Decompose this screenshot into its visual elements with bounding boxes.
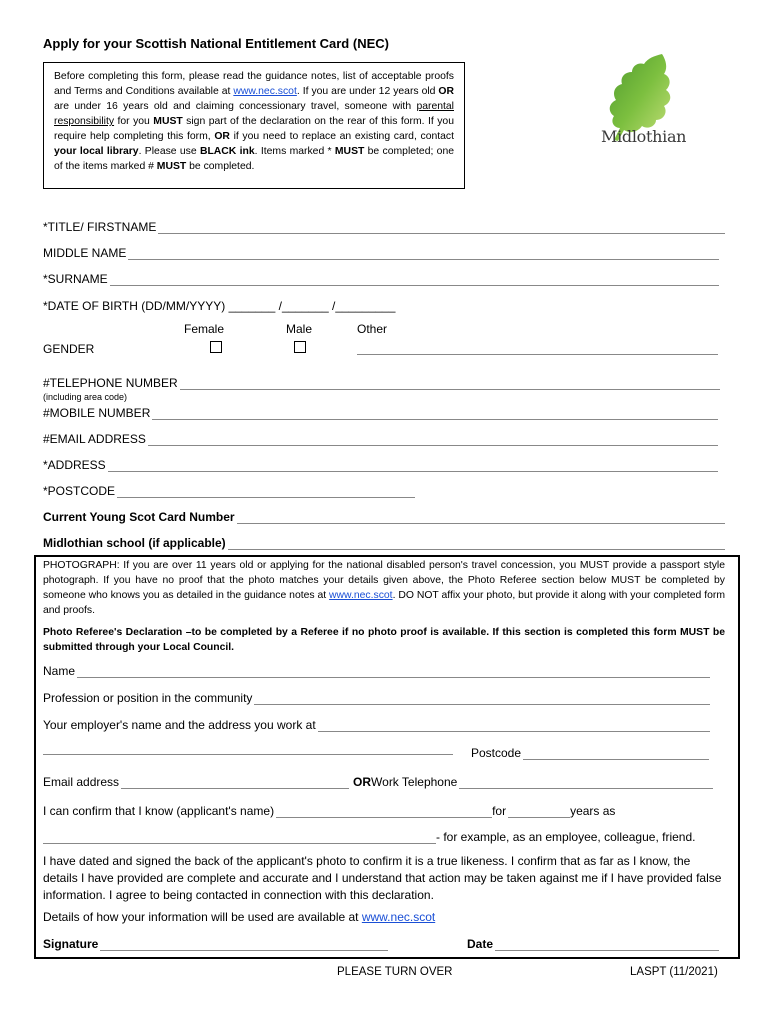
details-note: Details of how your information will be used are available at www.nec.scot (43, 910, 436, 924)
date-field[interactable]: Date (467, 935, 719, 951)
referee-declaration: I have dated and signed the back of the applicant's photo to confirm it is a true likeness. I confirm that as far as I know, the details I have provided are complete and accurate and I understand that action may be taken against me if I have provided false information. I agree to being contacted in connection with this declaration. (43, 854, 722, 902)
applicant-name-input[interactable] (276, 806, 492, 818)
years-known-input[interactable] (508, 806, 570, 818)
male-label: Male (286, 322, 313, 336)
middle-name-field[interactable]: MIDDLE NAME (43, 244, 719, 260)
referee-postcode-field[interactable]: Postcode (471, 744, 709, 760)
referee-employer-field[interactable]: Your employer's name and the address you work at (43, 716, 710, 732)
young-scot-field[interactable]: Current Young Scot Card Number (43, 508, 725, 524)
referee-name-field[interactable]: Name (43, 662, 710, 678)
nec-link-details[interactable]: www.nec.scot (361, 910, 436, 924)
email-field[interactable]: #EMAIL ADDRESS (43, 430, 718, 446)
male-checkbox[interactable] (294, 341, 306, 353)
postcode-field[interactable]: *POSTCODE (43, 482, 415, 498)
referee-work-telephone-input[interactable] (459, 777, 713, 789)
turn-over-note: PLEASE TURN OVER (337, 966, 453, 978)
page-title: Apply for your Scottish National Entitlement Card (NEC) (43, 36, 389, 51)
other-gender-input[interactable] (357, 344, 718, 355)
area-code-note: (including area code) (43, 392, 128, 402)
relationship-input[interactable] (43, 832, 436, 844)
intro-notice: Before completing this form, please read the guidance notes, list of acceptable proofs and Terms and Conditions available at www.nec.scot. If you are under 12 years old OR are under 16 years old and claiming concessionary travel, someone with parental responsibility for you MUST sign part of the declaration on the rear of this form. If you require help completing this form, OR if you need to replace an existing card, contact your local library. Please use BLACK ink. Items marked * MUST be completed; one of the items marked # MUST be completed. (43, 62, 465, 189)
form-code: LASPT (11/2021) (630, 966, 718, 978)
referee-heading: Photo Referee's Declaration –to be completed by a Referee if no photo proof is available. If this section is completed this form MUST be submitted through your Local Council. (43, 627, 725, 653)
gender-label: GENDER (43, 342, 95, 356)
referee-email-row: Email address OR Work Telephone (43, 773, 713, 789)
address-field[interactable]: *ADDRESS (43, 456, 718, 472)
signature-field[interactable]: Signature (43, 935, 388, 951)
other-label: Other (357, 322, 388, 336)
female-checkbox[interactable] (210, 341, 222, 353)
date-of-birth-field[interactable]: *DATE OF BIRTH (DD/MM/YYYY) _______ /_______ /_________ (43, 299, 396, 313)
referee-profession-field[interactable]: Profession or position in the community (43, 689, 710, 705)
surname-field[interactable]: *SURNAME (43, 270, 719, 286)
female-label: Female (184, 322, 225, 336)
title-firstname-field[interactable]: *TITLE/ FIRSTNAME (43, 218, 725, 234)
telephone-field[interactable]: #TELEPHONE NUMBER (43, 374, 720, 390)
nec-link[interactable]: www.nec.scot (233, 86, 297, 97)
nec-link-photo[interactable]: www.nec.scot (329, 590, 393, 601)
photograph-instructions: PHOTOGRAPH: If you are over 11 years old or applying for the national disabled person's travel concession, you MUST provide a passport style photograph. If you have no proof that the photo matches your details given above, the Photo Referee section below MUST be completed by someone who knows you as detailed in the guidance notes at www.nec.scot. DO NOT affix your photo, but provide it along with your completed form and proofs. (43, 560, 725, 616)
relationship-row: - for example, as an employee, colleague, friend. (43, 828, 723, 844)
referee-email-input[interactable] (121, 777, 349, 789)
mobile-field[interactable]: #MOBILE NUMBER (43, 404, 718, 420)
confirm-row: I can confirm that I know (applicant's name) for years as (43, 804, 616, 818)
referee-address-input[interactable] (43, 753, 453, 755)
school-field[interactable]: Midlothian school (if applicable) (43, 534, 725, 550)
logo-text: Midlothian (601, 127, 687, 146)
